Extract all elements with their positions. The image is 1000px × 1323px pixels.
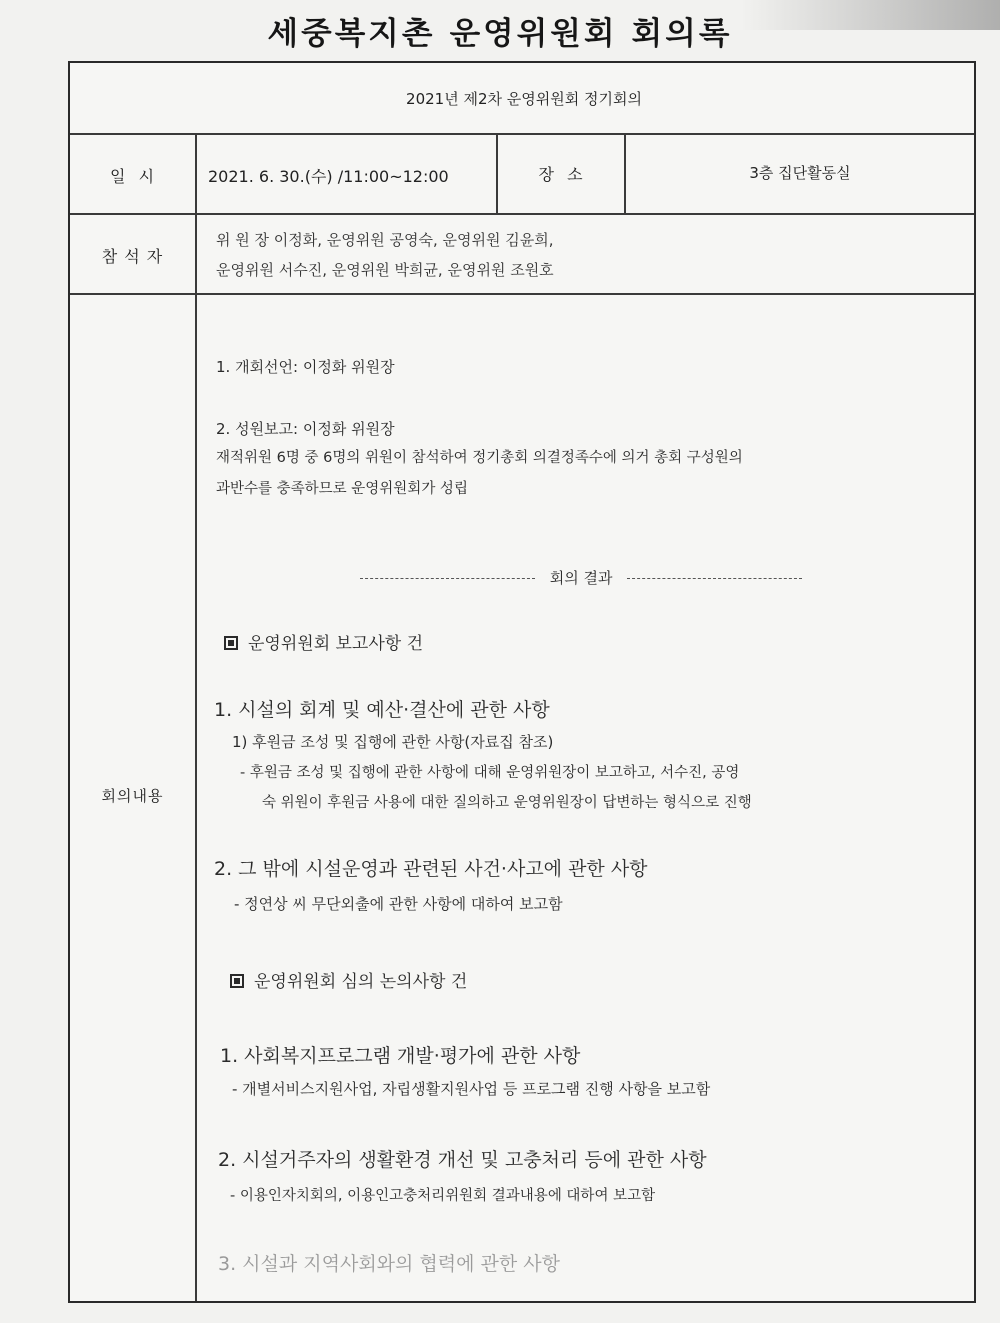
place-value: 3층 집단활동실 <box>749 164 851 182</box>
incident-detail: - 정연상 씨 무단외출에 관한 사항에 대하여 보고함 <box>234 895 563 913</box>
section-report-title <box>224 629 423 654</box>
program-detail: - 개별서비스지원사업, 자립생활지원사업 등 프로그램 진행 사항을 보고함 <box>232 1080 711 1098</box>
quorum-report: 2. 성원보고: 이정화 위원장 <box>216 420 395 438</box>
section-deliberation-title-text: 운영위원회 심의 논의사항 건 <box>254 972 468 992</box>
document-title: 세중복지촌 운영위원회 회의록 <box>267 16 733 52</box>
meeting-name: 2021년 제2차 운영위원회 정기회의 <box>406 90 642 108</box>
row-divider <box>70 133 974 135</box>
column-divider <box>195 135 197 1301</box>
place-label: 장 소 <box>538 165 584 184</box>
section-deliberation-title <box>230 967 467 992</box>
environment-detail: - 이용인자치회의, 이용인고충처리위원회 결과내용에 대하여 보고함 <box>230 1188 656 1204</box>
result-divider <box>360 567 802 588</box>
result-heading: 회의 결과 <box>549 569 613 587</box>
opening-declaration: 1. 개회선언: 이정화 위원장 <box>216 358 395 376</box>
donation-detail-line-2: 숙 위원이 후원금 사용에 대한 질의하고 운영위원장이 답변하는 형식으로 진행 <box>262 795 752 811</box>
quorum-detail-line-2: 과반수를 충족하므로 운영위원회가 성립 <box>216 481 468 497</box>
filled-square-in-box-icon <box>224 636 238 650</box>
attendees-line-1: 위 원 장 이정화, 운영위원 공영숙, 운영위원 김윤희, <box>216 231 554 249</box>
quorum-detail-line-1: 재적위원 6명 중 6명의 위원이 참석하여 정기총회 의결정족수에 의거 총회 구성원의 <box>216 450 743 466</box>
minutes-table <box>68 61 976 1303</box>
content-label: 회의내용 <box>101 787 164 805</box>
accounting-item: 1. 시설의 회계 및 예산·결산에 관한 사항 <box>214 699 550 721</box>
row-divider <box>70 293 974 295</box>
dash-rule-left <box>360 578 535 579</box>
attendees-label: 참 석 자 <box>101 247 164 266</box>
date-value: 2021. 6. 30.(수) /11:00~12:00 <box>208 167 449 186</box>
donation-detail-line-1: - 후원금 조성 및 집행에 관한 사항에 대해 운영위원장이 보고하고, 서수진, 공영 <box>240 765 740 781</box>
environment-item: 2. 시설거주자의 생활환경 개선 및 고충처리 등에 관한 사항 <box>218 1149 707 1171</box>
program-item: 1. 사회복지프로그램 개발·평가에 관한 사항 <box>220 1045 581 1067</box>
dash-rule-right <box>627 578 802 579</box>
attendees-line-2: 운영위원 서수진, 운영위원 박희균, 운영위원 조원호 <box>216 261 554 279</box>
section-report-title-text: 운영위원회 보고사항 건 <box>248 634 424 654</box>
row-divider <box>70 213 974 215</box>
community-item: 3. 시설과 지역사회와의 협력에 관한 사항 <box>218 1253 560 1275</box>
incident-item: 2. 그 밖에 시설운영과 관련된 사건·사고에 관한 사항 <box>214 858 648 880</box>
date-label: 일 시 <box>109 167 156 186</box>
donation-subitem: 1) 후원금 조성 및 집행에 관한 사항(자료집 참조) <box>232 733 554 751</box>
filled-square-in-box-icon <box>230 974 244 988</box>
